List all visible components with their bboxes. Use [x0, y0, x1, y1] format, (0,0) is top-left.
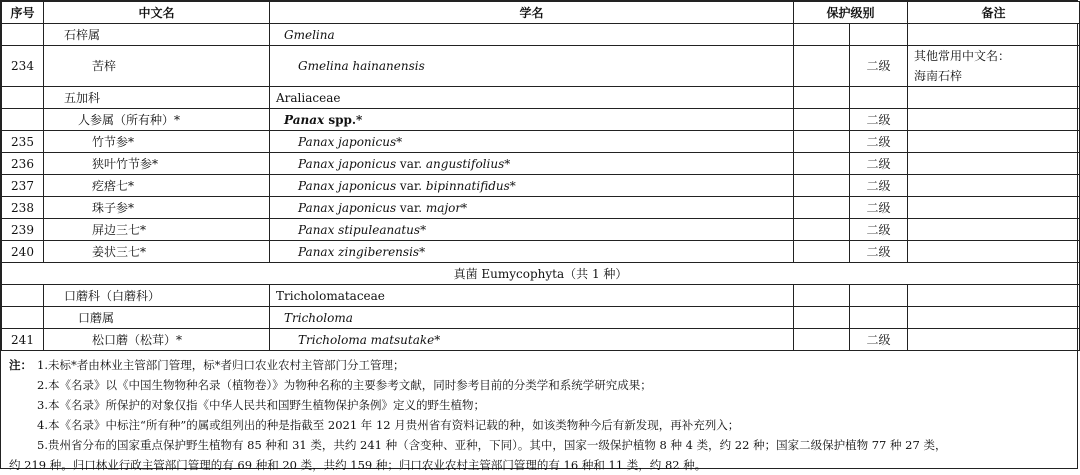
table-row — [2, 307, 1080, 329]
cell-chinese-name: 狭叶竹节参* — [44, 153, 270, 175]
table-row — [2, 285, 1080, 307]
cell-level-2: 二级 — [850, 219, 908, 241]
cell-index — [2, 109, 44, 131]
cell-note — [908, 285, 1080, 307]
cell-note — [908, 24, 1080, 46]
cell-note — [908, 109, 1080, 131]
cell-chinese-name: 口蘑科（白蘑科） — [44, 285, 270, 307]
sci-part: Panax japonicus — [298, 178, 397, 193]
cell-scientific-name: Panax japonicus* — [270, 131, 794, 153]
cell-chinese-name: 五加科 — [44, 87, 270, 109]
cell-scientific-name: Panax zingiberensis* — [270, 241, 794, 263]
cell-level-1 — [794, 46, 850, 87]
section-title: 真菌 Eumycophyta（共 1 种） — [2, 263, 1080, 285]
cell-scientific-name: Tricholoma — [270, 307, 794, 329]
sci-rank: var. — [396, 156, 426, 171]
cell-level-1 — [794, 329, 850, 351]
cell-level-2: 二级 — [850, 153, 908, 175]
table-row — [2, 175, 1080, 197]
cell-note — [908, 197, 1080, 219]
cell-scientific-name: Tricholomataceae — [270, 285, 794, 307]
sci-part: Panax japonicus — [298, 156, 397, 171]
footnote-label: 注： — [9, 358, 32, 372]
cell-note — [908, 131, 1080, 153]
cell-scientific-name: Araliaceae — [270, 87, 794, 109]
cell-scientific-name: Gmelina — [270, 24, 794, 46]
cell-index: 238 — [2, 197, 44, 219]
cell-level-1 — [794, 109, 850, 131]
footnotes — [1, 351, 1077, 475]
cell-chinese-name: 石梓属 — [44, 24, 270, 46]
cell-note — [908, 307, 1080, 329]
table-row — [2, 241, 1080, 263]
cell-level-2: 二级 — [850, 329, 908, 351]
table-row — [2, 329, 1080, 351]
cell-index — [2, 285, 44, 307]
cell-index: 235 — [2, 131, 44, 153]
table-row — [2, 87, 1080, 109]
sci-rank: var. — [396, 200, 426, 215]
cell-level-2 — [850, 24, 908, 46]
cell-level-2: 二级 — [850, 241, 908, 263]
header-scientific-name: 学名 — [270, 2, 794, 24]
note-line: 海南石梓 — [914, 69, 963, 83]
header-chinese-name: 中文名 — [44, 2, 270, 24]
cell-note — [908, 241, 1080, 263]
cell-chinese-name: 松口蘑（松茸）* — [44, 329, 270, 351]
cell-chinese-name: 竹节参* — [44, 131, 270, 153]
cell-index: 237 — [2, 175, 44, 197]
footnote-2: 2.本《名录》以《中国生物物种名录（植物卷）》为物种名称的主要参考文献，同时参考目前的分类学和系统学研究成果； — [37, 378, 652, 392]
footnote-5-line-1: 5.贵州省分布的国家重点保护野生植物有 85 种和 31 类，共约 241 种（含变种、亚种，下同）。其中，国家一级保护植物 8 种 4 类，约 22 种；国家二级保护植物 77 种 27 类， — [37, 438, 947, 452]
cell-chinese-name: 口蘑属 — [44, 307, 270, 329]
cell-index: 236 — [2, 153, 44, 175]
cell-index — [2, 24, 44, 46]
sci-genus-part: Panax — [284, 112, 325, 127]
sci-rank: var. — [396, 178, 426, 193]
cell-level-1 — [794, 307, 850, 329]
cell-note — [908, 329, 1080, 351]
table-row — [2, 46, 1080, 87]
table-header-row — [2, 2, 1080, 24]
cell-level-2: 二级 — [850, 109, 908, 131]
sci-rest-part: spp.* — [324, 112, 363, 127]
cell-note — [908, 46, 1080, 87]
footnote-1: 1.未标*者由林业主管部门管理，标*者归口农业农村主管部门分工管理； — [37, 358, 405, 372]
cell-level-2: 二级 — [850, 197, 908, 219]
cell-chinese-name: 苦梓 — [44, 46, 270, 87]
cell-level-1 — [794, 131, 850, 153]
cell-level-1 — [794, 197, 850, 219]
header-protection-level: 保护级别 — [794, 2, 908, 24]
cell-chinese-name: 珠子参* — [44, 197, 270, 219]
cell-level-1 — [794, 219, 850, 241]
header-notes: 备注 — [908, 2, 1080, 24]
cell-level-2 — [850, 285, 908, 307]
footnote-5-line-2: 约 219 种。归口林业行政主管部门管理的有 69 种和 20 类，共约 159 种；归口农业农村主管部门管理的有 16 种和 11 类，约 82 种。 — [9, 458, 707, 472]
cell-level-1 — [794, 153, 850, 175]
cell-chinese-name: 屏边三七* — [44, 219, 270, 241]
cell-scientific-name — [270, 175, 794, 197]
cell-level-2: 二级 — [850, 46, 908, 87]
cell-scientific-name — [270, 197, 794, 219]
cell-scientific-name: Panax stipuleanatus* — [270, 219, 794, 241]
cell-index: 239 — [2, 219, 44, 241]
table-row — [2, 24, 1080, 46]
cell-level-2 — [850, 307, 908, 329]
table-row — [2, 109, 1080, 131]
cell-level-2: 二级 — [850, 131, 908, 153]
sci-part: angustifolius* — [425, 156, 511, 171]
table-row — [2, 219, 1080, 241]
cell-level-2 — [850, 87, 908, 109]
cell-scientific-name — [270, 109, 794, 131]
sci-part: Panax japonicus — [298, 200, 397, 215]
cell-index: 240 — [2, 241, 44, 263]
note-line: 其他常用中文名： — [914, 49, 1011, 63]
cell-index: 234 — [2, 46, 44, 87]
cell-index — [2, 307, 44, 329]
cell-level-1 — [794, 87, 850, 109]
cell-level-1 — [794, 24, 850, 46]
cell-note — [908, 175, 1080, 197]
cell-chinese-name: 疙瘩七* — [44, 175, 270, 197]
species-table — [1, 1, 1080, 351]
cell-level-1 — [794, 175, 850, 197]
cell-level-1 — [794, 241, 850, 263]
cell-note — [908, 87, 1080, 109]
sci-part: bipinnatifidus* — [425, 178, 516, 193]
table-row — [2, 153, 1080, 175]
table-row — [2, 197, 1080, 219]
cell-chinese-name: 人参属（所有种）* — [44, 109, 270, 131]
section-row — [2, 263, 1080, 285]
cell-chinese-name: 姜状三七* — [44, 241, 270, 263]
cell-level-2: 二级 — [850, 175, 908, 197]
cell-index: 241 — [2, 329, 44, 351]
header-index: 序号 — [2, 2, 44, 24]
footnote-row — [9, 355, 1069, 375]
cell-note — [908, 153, 1080, 175]
footnote-4: 4.本《名录》中标注“所有种”的属或组列出的种是指截至 2021 年 12 月贵州省有资料记载的种，如该类物种今后有新发现，再补充列入； — [37, 418, 740, 432]
cell-scientific-name: Gmelina hainanensis — [270, 46, 794, 87]
cell-note — [908, 219, 1080, 241]
cell-scientific-name — [270, 153, 794, 175]
footnote-3: 3.本《名录》所保护的对象仅指《中华人民共和国野生植物保护条例》定义的野生植物； — [37, 398, 485, 412]
cell-scientific-name: Tricholoma matsutake* — [270, 329, 794, 351]
table-row — [2, 131, 1080, 153]
sci-part: major* — [425, 200, 468, 215]
cell-index — [2, 87, 44, 109]
cell-level-1 — [794, 285, 850, 307]
